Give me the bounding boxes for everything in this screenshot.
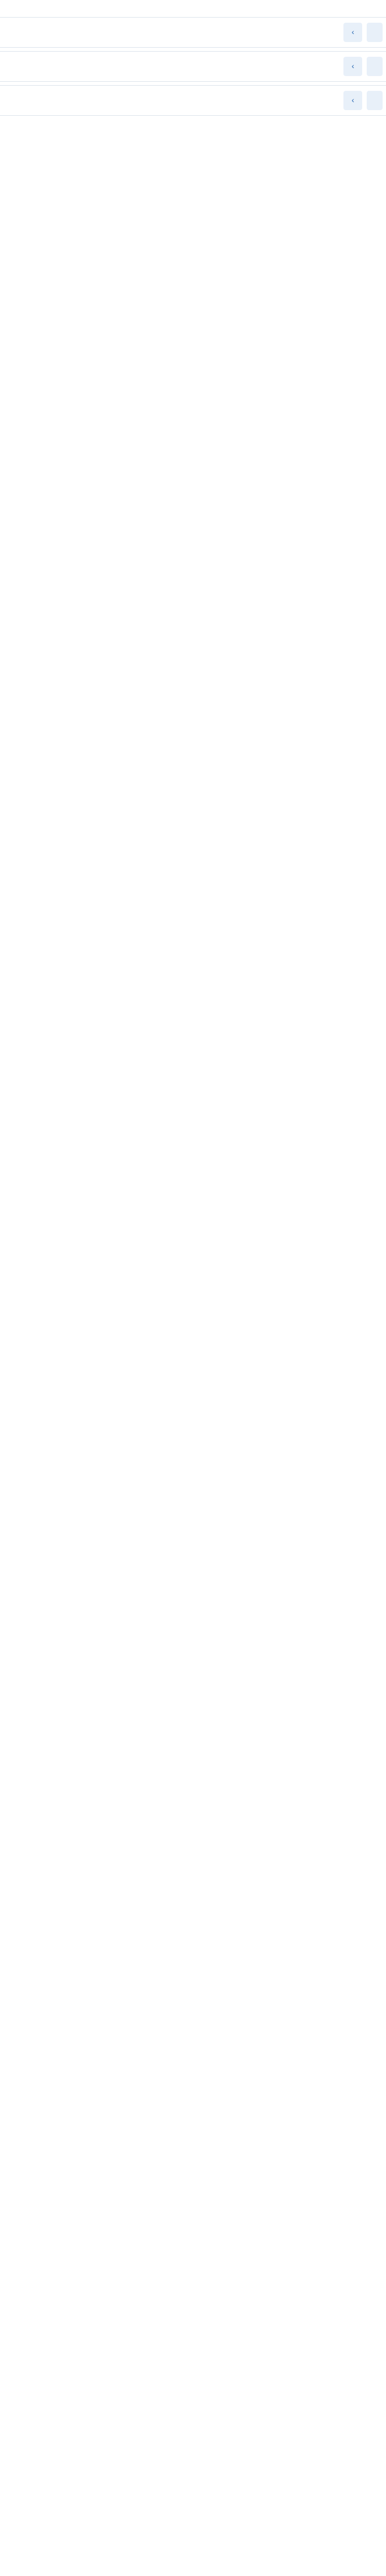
intro-text (0, 12, 386, 16)
prev-exercise-button-2[interactable] (343, 57, 362, 76)
exercise-header-3 (0, 85, 386, 116)
exercise-header-2 (0, 51, 386, 82)
exercise-controls-3 (343, 91, 383, 110)
all-exercises-button-2[interactable] (367, 57, 383, 76)
exercise-header (0, 17, 386, 48)
site-header[interactable] (0, 0, 386, 12)
exercise-controls (343, 23, 383, 42)
exercise-controls-2 (343, 57, 383, 76)
all-exercises-button[interactable] (367, 23, 383, 42)
arrow-left-icon: ‹ (351, 27, 354, 37)
arrow-left-icon: ‹ (351, 61, 354, 71)
prev-exercise-button[interactable] (343, 23, 362, 42)
prev-exercise-button-3[interactable] (343, 91, 362, 110)
arrow-left-icon: ‹ (351, 95, 354, 105)
all-exercises-button-3[interactable] (367, 91, 383, 110)
